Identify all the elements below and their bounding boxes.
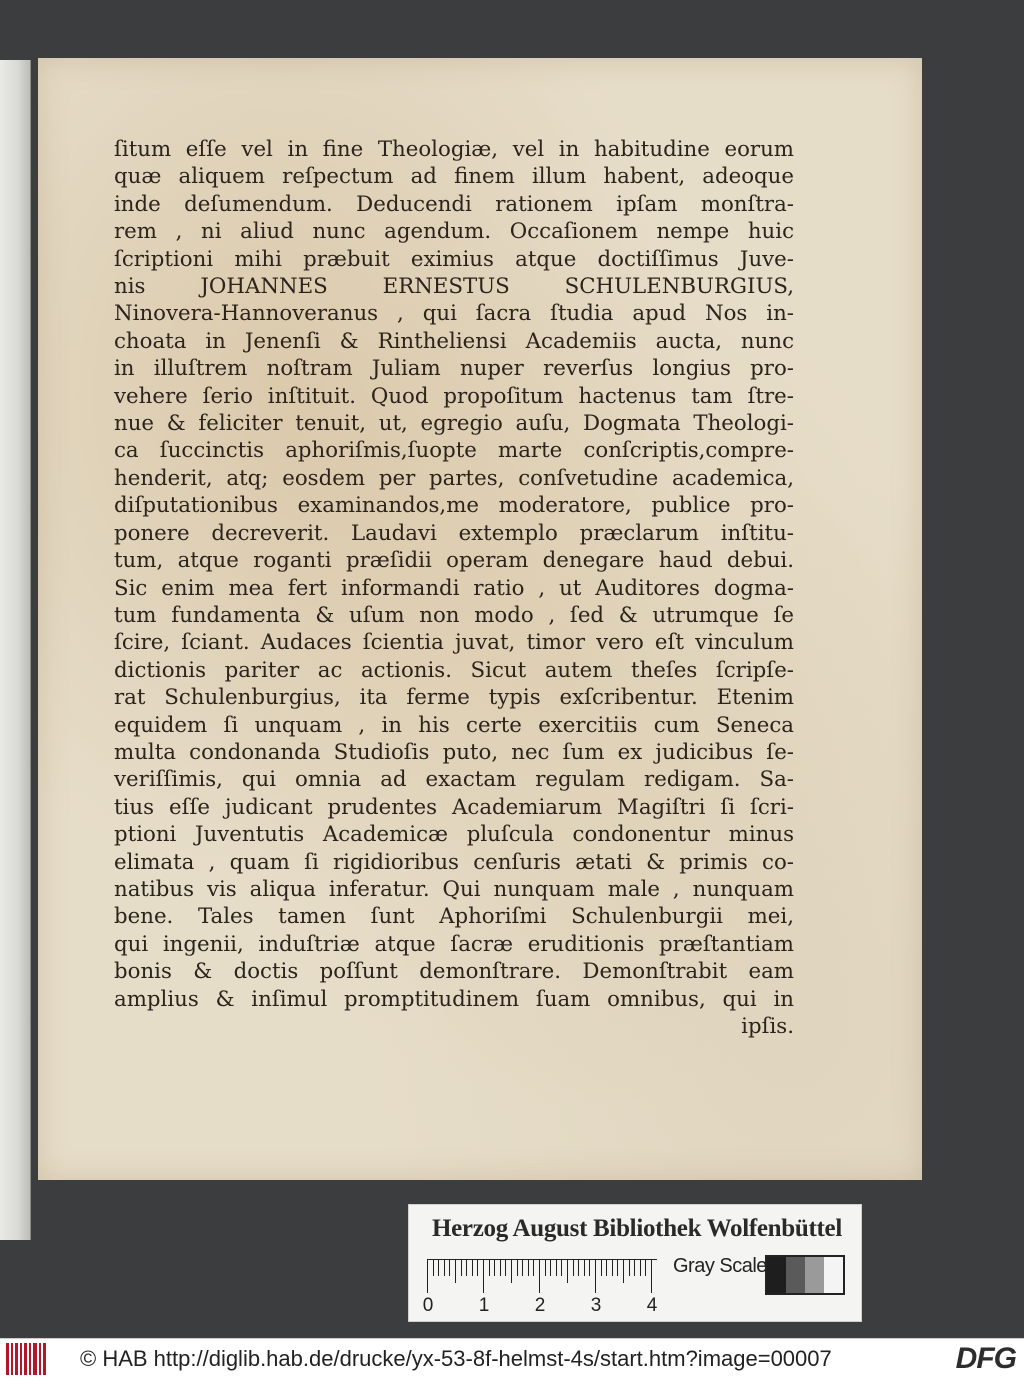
logo-bar — [20, 1343, 22, 1375]
text-line: dictionis pariter ac actionis. Sicut autem theſes ſcripſe- — [114, 657, 794, 683]
ruler-tick — [438, 1259, 439, 1276]
text-line: nue & feliciter tenuit, ut, egregio auſu, Dogmata Theologi- — [114, 411, 794, 437]
ruler-tick — [444, 1259, 445, 1276]
text-line: ponere decreverit. Laudavi extemplo præclarum inſtitu- — [114, 520, 794, 546]
logo-bar — [11, 1343, 13, 1375]
text-line: Ninovera-Hannoveranus , qui ſacra ſtudia apud Nos in- — [114, 301, 794, 327]
ruler-number: 0 — [422, 1295, 434, 1316]
text-line: ſcire, ſciant. Audaces ſcientia juvat, timor vero eſt vinculum — [114, 630, 794, 656]
ruler-tick — [427, 1259, 428, 1293]
catchword: ipſis. — [741, 1014, 794, 1039]
footer-bar — [0, 1338, 1024, 1379]
text-line: bene. Tales tamen ſunt Aphoriſmi Schulenburgii mei, — [114, 904, 794, 930]
gray-swatch — [767, 1257, 786, 1293]
ruler-tick — [617, 1259, 618, 1276]
ruler-tick — [645, 1259, 646, 1276]
text-line: diſputationibus examinandos,me moderatore, publice pro- — [114, 493, 794, 519]
ruler-tick — [517, 1259, 518, 1276]
hab-logo-icon — [6, 1343, 46, 1375]
footer-attribution-link[interactable]: © HAB http://diglib.hab.de/drucke/yx-53-8f-helmst-4s/start.htm?image=00007 — [80, 1346, 832, 1371]
text-line: natibus vis aliqua inferatur. Qui nunquam male , nunquam — [114, 876, 794, 902]
ruler-tick — [489, 1259, 490, 1276]
ruler-tick — [500, 1259, 501, 1276]
ruler-tick — [573, 1259, 574, 1276]
page-text — [114, 136, 794, 1040]
text-line: vehere ſerio inſtituit. Quod propoſitum hactenus tam ſtre- — [114, 383, 794, 409]
ruler-tick — [634, 1259, 635, 1276]
text-line: tum fundamenta & uſum non modo , ſed & utrumque ſe — [114, 602, 794, 628]
logo-bar — [39, 1343, 41, 1375]
ruler-tick — [522, 1259, 523, 1276]
library-name: Herzog August Bibliothek Wolfenbüttel — [431, 1215, 842, 1242]
text-line: veriſſimis, qui omnia ad exactam regulam redigam. Sa- — [114, 767, 794, 793]
ruler-tick — [505, 1259, 506, 1276]
text-line: ſitum eſſe vel in fine Theologiæ, vel in habitudine eorum — [114, 137, 794, 162]
ruler-tick — [483, 1259, 484, 1293]
text-line: rat Schulenburgius, ita ferme typis exſcribentur. Etenim — [114, 685, 794, 711]
ruler-number: 1 — [478, 1295, 490, 1316]
text-line: amplius & inſimul promptitudinem ſuam omnibus, qui in — [114, 986, 794, 1012]
ruler-tick — [623, 1259, 624, 1283]
ruler-tick — [533, 1259, 534, 1276]
ruler-tick — [461, 1259, 462, 1276]
ruler-tick — [589, 1259, 590, 1276]
ruler-tick — [528, 1259, 529, 1276]
logo-bar — [33, 1343, 38, 1375]
logo-bar — [24, 1343, 27, 1375]
text-line: equidem ſi unquam , in his certe exercitiis cum Seneca — [114, 712, 794, 738]
ruler-tick — [545, 1259, 546, 1276]
text-line: elimata , quam ſi rigidioribus cenſuris ætati & primis co- — [114, 849, 794, 875]
document-page — [38, 58, 922, 1180]
text-line: bonis & doctis poſſunt demonſtrare. Demonſtrabit eam — [114, 959, 794, 985]
logo-bar — [29, 1343, 31, 1375]
text-line: ſcriptioni mihi præbuit eximius atque doctiſſimus Juve- — [114, 246, 794, 272]
gray-swatch — [786, 1257, 805, 1293]
text-line: tius eſſe judicant prudentes Academiarum Magiſtri ſi ſcri- — [114, 794, 794, 820]
ruler-number: 2 — [534, 1295, 546, 1316]
color-calibration-card — [408, 1204, 862, 1322]
previous-page-edge — [0, 60, 31, 1240]
measurement-ruler — [422, 1259, 667, 1316]
text-line: henderit, atq; eosdem per partes, conſvetudine academica, — [114, 465, 794, 491]
logo-bar — [43, 1343, 46, 1375]
text-line: in illuſtrem noſtram Juliam nuper reverſus longius pro- — [114, 356, 794, 382]
ruler-tick — [651, 1259, 652, 1293]
text-line: quæ aliquem reſpectum ad finem illum habent, adeoque — [114, 164, 794, 190]
ruler-tick — [511, 1259, 512, 1283]
ruler-tick — [629, 1259, 630, 1276]
gray-scale-label: Gray Scale — [673, 1255, 767, 1277]
ruler-tick — [472, 1259, 473, 1276]
ruler-tick — [455, 1259, 456, 1283]
ruler-tick — [612, 1259, 613, 1276]
text-line: inde deſumendum. Deducendi rationem ipſam monſtra- — [114, 191, 794, 217]
gray-scale-strip — [765, 1255, 845, 1295]
ruler-tick — [606, 1259, 607, 1276]
ruler-tick — [550, 1259, 551, 1276]
ruler-number: 4 — [646, 1295, 658, 1316]
text-line: Sic enim mea fert informandi ratio , ut Auditores dogma- — [114, 575, 794, 601]
ruler-tick — [556, 1259, 557, 1276]
ruler-tick — [601, 1259, 602, 1276]
ruler-tick — [494, 1259, 495, 1276]
ruler-tick — [449, 1259, 450, 1276]
ruler-tick — [584, 1259, 585, 1276]
text-line: tum, atque roganti præſidii operam denegare haud debui. — [114, 548, 794, 574]
ruler-tick — [539, 1259, 540, 1293]
ruler-tick — [477, 1259, 478, 1276]
logo-bar — [6, 1343, 9, 1375]
logo-bar — [15, 1343, 19, 1375]
gray-swatch — [805, 1257, 824, 1293]
text-line: multa condonanda Studioſis puto, nec ſum ex judicibus ſe- — [114, 739, 794, 765]
text-line: ptioni Juventutis Academicæ pluſcula condonentur minus — [114, 822, 794, 848]
text-line: nis JOHANNES ERNESTUS SCHULENBURGIUS, — [114, 274, 794, 300]
ruler-tick — [433, 1259, 434, 1276]
ruler-tick — [466, 1259, 467, 1276]
ruler-tick — [578, 1259, 579, 1276]
ruler-tick — [567, 1259, 568, 1283]
gray-swatch — [824, 1257, 843, 1293]
text-line: rem , ni aliud nunc agendum. Occaſionem nempe huic — [114, 219, 794, 245]
ruler-number: 3 — [590, 1295, 602, 1316]
text-line: qui ingenii, induſtriæ atque ſacræ eruditionis præſtantiam — [114, 931, 794, 957]
text-line: ca ſuccinctis aphoriſmis,ſuopte marte conſcriptis,compre- — [114, 438, 794, 464]
text-line: choata in Jenenſi & Rintheliensi Academiis aucta, nunc — [114, 328, 794, 354]
dfg-logo: DFG — [955, 1342, 1016, 1375]
ruler-tick — [595, 1259, 596, 1293]
ruler-tick — [640, 1259, 641, 1276]
ruler-tick — [561, 1259, 562, 1276]
